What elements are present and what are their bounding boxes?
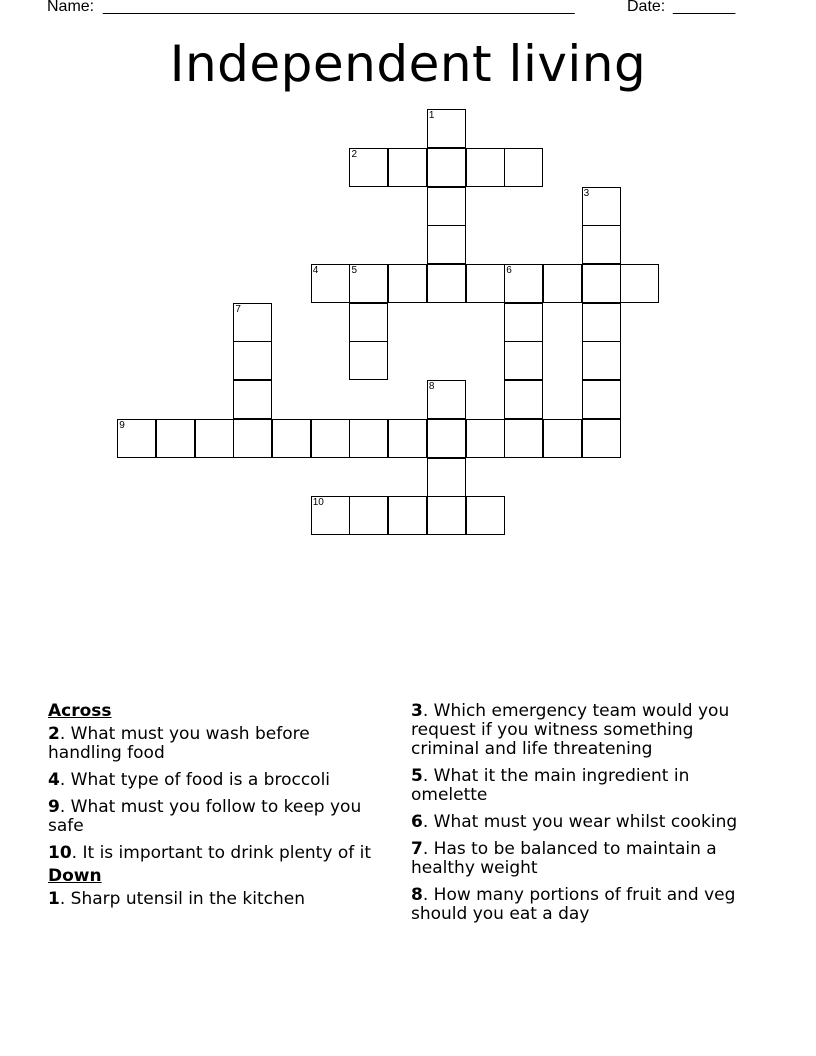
crossword-cell[interactable]	[427, 187, 466, 226]
crossword-cell[interactable]	[388, 419, 427, 458]
crossword-cell[interactable]	[504, 148, 543, 187]
crossword-cell[interactable]	[117, 419, 156, 458]
crossword-cell[interactable]	[504, 341, 543, 380]
crossword-cell[interactable]	[466, 148, 505, 187]
crossword-cell[interactable]	[311, 264, 350, 303]
crossword-cell[interactable]	[349, 496, 388, 535]
crossword-cell[interactable]	[504, 264, 543, 303]
cell-number: 6	[506, 265, 512, 277]
crossword-cell[interactable]	[582, 225, 621, 264]
clue-down-8: 8. How many portions of fruit and veg should you eat a day	[411, 885, 736, 924]
cell-number: 2	[351, 148, 357, 160]
clue-down-7: 7. Has to be balanced to maintain a healthy weight	[411, 839, 717, 878]
clue-down-6: 6. What must you wear whilst cooking	[411, 812, 738, 832]
crossword-cell[interactable]	[349, 264, 388, 303]
clue-number: 6	[411, 812, 423, 832]
crossword-cell[interactable]	[427, 419, 466, 458]
clue-text: What must you follow to keep you safe	[48, 797, 362, 836]
crossword-cell[interactable]	[466, 264, 505, 303]
clue-number: 1	[48, 889, 60, 909]
cell-number: 3	[583, 187, 590, 199]
crossword-cell[interactable]	[466, 419, 505, 458]
crossword-cell[interactable]	[504, 419, 543, 458]
crossword-cell[interactable]	[582, 264, 621, 303]
crossword-cell[interactable]	[582, 380, 621, 419]
crossword-cell[interactable]	[349, 419, 388, 458]
clue-number: 8	[411, 885, 423, 905]
cell-number: 9	[119, 419, 125, 431]
clue-text: What it the main ingredient in omelette	[411, 766, 690, 805]
clue-text: What type of food is a broccoli	[70, 770, 331, 790]
cell-number: 1	[428, 110, 435, 122]
clue-text: What must you wash before handling food	[48, 724, 310, 763]
name-line[interactable]: _____________________________________________________	[103, 0, 575, 15]
crossword-cell[interactable]	[427, 496, 466, 535]
crossword-cell[interactable]	[156, 419, 195, 458]
crossword-cell[interactable]	[427, 109, 466, 148]
crossword-cell[interactable]	[388, 496, 427, 535]
crossword-cell[interactable]	[349, 303, 388, 342]
clue-text: It is important to drink plenty of it	[82, 843, 371, 863]
crossword-cell[interactable]	[582, 419, 621, 458]
crossword-cell[interactable]	[427, 458, 466, 497]
clue-down-5: 5. What it the main ingredient in omelette	[411, 766, 690, 805]
crossword-cell[interactable]	[466, 496, 505, 535]
clue-number: 3	[411, 701, 423, 721]
clues-left-column	[48, 702, 388, 917]
clue-text: Which emergency team would you request if you witness something criminal and life threatening	[411, 701, 730, 759]
crossword-cell[interactable]	[620, 264, 659, 303]
clue-text: Has to be balanced to maintain a healthy weight	[411, 839, 717, 878]
crossword-cell[interactable]	[233, 303, 272, 342]
crossword-cell[interactable]	[543, 264, 582, 303]
crossword-cell[interactable]	[427, 148, 466, 187]
clue-number: 2	[48, 724, 60, 744]
crossword-cell[interactable]	[233, 419, 272, 458]
clue-text: What must you wear whilst cooking	[433, 812, 738, 832]
clues-right-column	[411, 702, 761, 932]
crossword-cell[interactable]	[195, 419, 234, 458]
crossword-cell[interactable]	[311, 496, 350, 535]
crossword-cell[interactable]	[504, 380, 543, 419]
crossword-cell[interactable]	[504, 303, 543, 342]
crossword-cell[interactable]	[311, 419, 350, 458]
crossword-cell[interactable]	[427, 225, 466, 264]
cell-number: 7	[235, 303, 241, 315]
page-title: Independent living	[169, 35, 647, 93]
down-heading: Down	[48, 866, 102, 886]
crossword-cell[interactable]	[233, 380, 272, 419]
crossword-cell[interactable]	[388, 264, 427, 303]
clue-across-9: 9. What must you follow to keep you safe	[48, 797, 362, 836]
clue-across-2: 2. What must you wash before handling food	[48, 724, 310, 763]
cell-number: 5	[351, 265, 357, 277]
clue-number: 5	[411, 766, 423, 786]
clue-text: Sharp utensil in the kitchen	[70, 889, 305, 909]
cell-number: 8	[428, 381, 435, 393]
clue-text: How many portions of fruit and veg should you eat a day	[411, 885, 736, 924]
clue-number: 10	[48, 843, 72, 863]
date-line[interactable]: _______	[673, 0, 736, 15]
clue-number: 9	[48, 797, 60, 817]
name-label: Name:	[47, 0, 95, 15]
clue-down-3: 3. Which emergency team would you request if you witness something criminal and life threatening	[411, 701, 730, 759]
clue-number: 7	[411, 839, 423, 859]
crossword-cell[interactable]	[582, 187, 621, 226]
crossword-cell[interactable]	[233, 341, 272, 380]
crossword-cell[interactable]	[582, 303, 621, 342]
crossword-cell[interactable]	[427, 264, 466, 303]
cell-number: 10	[312, 497, 324, 509]
date-label: Date:	[627, 0, 666, 15]
crossword-cell[interactable]	[543, 419, 582, 458]
crossword-cell[interactable]	[349, 341, 388, 380]
clue-across-4: 4. What type of food is a broccoli	[48, 770, 331, 790]
crossword-cell[interactable]	[427, 380, 466, 419]
across-heading: Across	[48, 701, 112, 721]
crossword-cell[interactable]	[349, 148, 388, 187]
clue-across-10: 10. It is important to drink plenty of it	[48, 843, 371, 863]
clue-down-1: 1. Sharp utensil in the kitchen	[48, 889, 305, 909]
crossword-cell[interactable]	[272, 419, 311, 458]
clue-number: 4	[48, 770, 60, 790]
crossword-cell[interactable]	[388, 148, 427, 187]
crossword-cell[interactable]	[582, 341, 621, 380]
cell-number: 4	[312, 265, 319, 277]
